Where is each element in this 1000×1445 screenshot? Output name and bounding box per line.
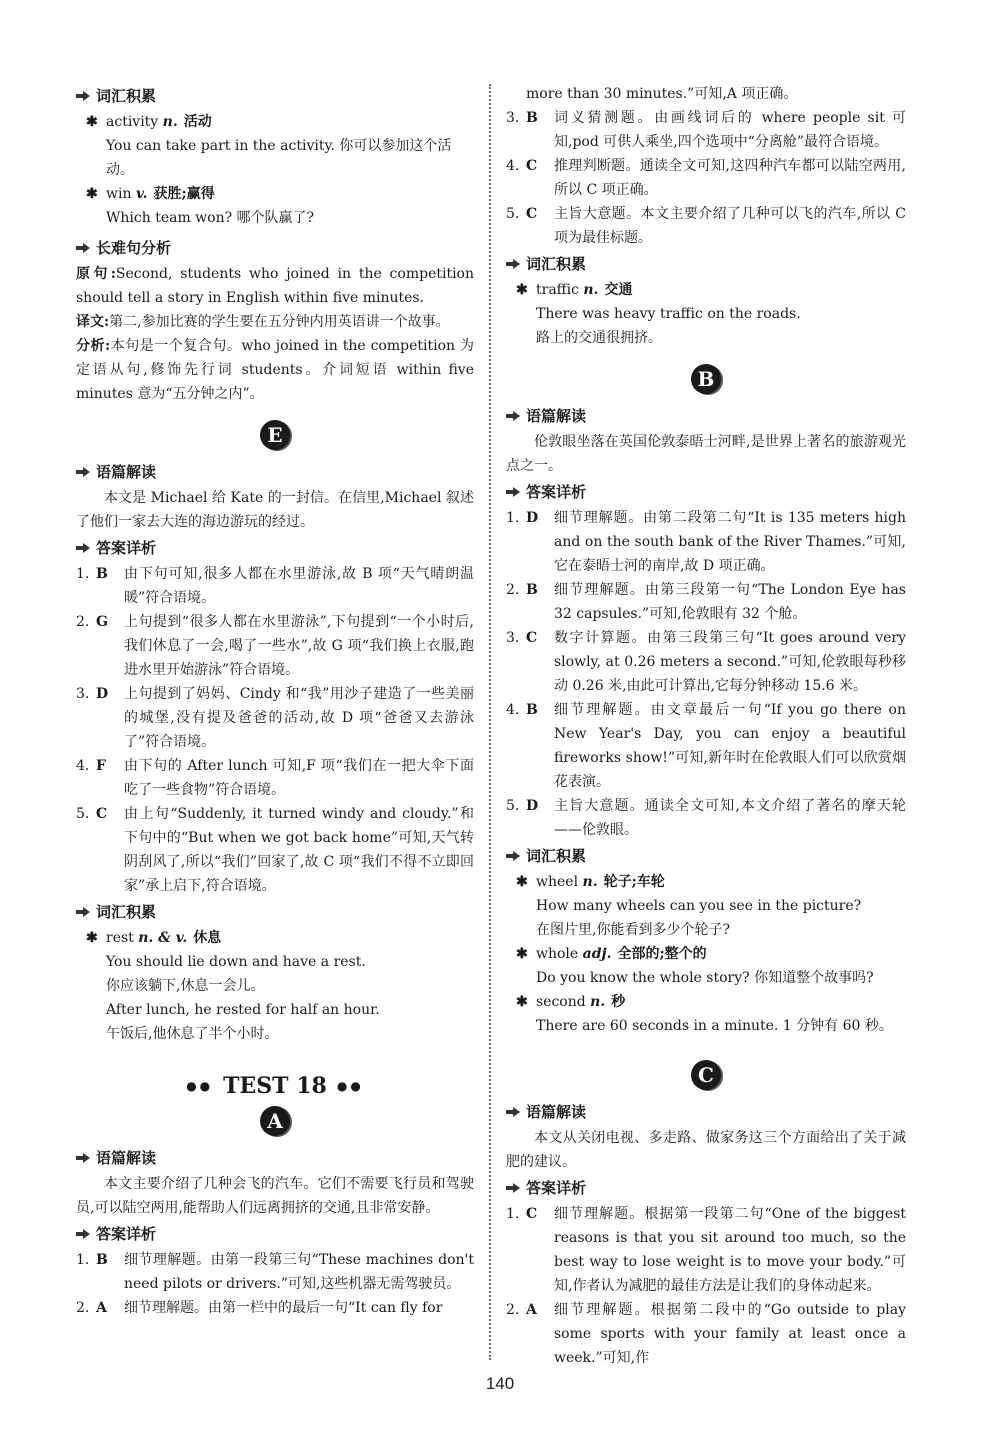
decor-dots: ●●: [336, 1079, 364, 1093]
passage-marker-a: A: [76, 1106, 474, 1136]
vocab-example: 在图片里,你能看到多少个轮子?: [536, 922, 730, 938]
vocab-example: There are 60 seconds in a minute. 1 分钟有 60 秒。: [536, 1018, 893, 1034]
arrow-icon: [76, 907, 90, 917]
section-heading: 词汇积累: [506, 844, 906, 868]
section-heading: 长难句分析: [76, 236, 474, 260]
arrow-icon: [76, 1153, 90, 1163]
arrow-icon: [506, 259, 520, 269]
arrow-icon: [506, 851, 520, 861]
answer-item: 3. D 上句提到了妈妈、Cindy 和“我”用沙子建造了一些美丽的城堡,没有提及爸爸的活动,故 D 项“爸爸又去游泳了”符合语境。: [76, 686, 474, 750]
arrow-icon: [506, 1183, 520, 1193]
section-heading: 语篇解读: [76, 460, 474, 484]
vocab-list: [76, 926, 474, 1046]
continued-text: more than 30 minutes.”可知,A 项正确。: [526, 86, 798, 102]
vocab-example: 午饭后,他休息了半个小时。: [106, 1026, 279, 1042]
vocab-list: [76, 110, 474, 230]
vocab-list: [506, 278, 906, 350]
answer-item: 2. A 细节理解题。由第一栏中的最后一句“It can fly for: [76, 1300, 443, 1316]
section-heading: 答案详析: [76, 1222, 474, 1246]
column-divider: [489, 84, 491, 1360]
left-column: [76, 82, 474, 1320]
asterisk-icon: ✱: [86, 930, 98, 946]
asterisk-icon: ✱: [516, 946, 528, 962]
answer-item: 1. D 细节理解题。由第二段第二句“It is 135 meters high and on the south bank of the River Thames.”可知,它在泰晤士河的南岸,故 D 项正确。: [506, 510, 906, 574]
section-heading: 语篇解读: [506, 404, 906, 428]
section-heading: 语篇解读: [506, 1100, 906, 1124]
vocab-entry: ✱ activity n. 活动: [86, 110, 474, 134]
answer-item: 5. C 主旨大意题。本文主要介绍了几种可以飞的汽车,所以 C 项为最佳标题。: [506, 206, 906, 246]
answer-item: 1. C 细节理解题。根据第一段第二句“One of the biggest reasons is that you sit around too much, so the best way to lose weight is to move your body.”可知,作者认为减肥的最佳方法是让我们的身体动起来。: [506, 1206, 906, 1294]
arrow-icon: [506, 1107, 520, 1117]
vocab-entry: ✱ wheel n. 轮子;车轮: [516, 870, 906, 894]
answer-item: 1. B 细节理解题。由第一段第三句“These machines don't need pilots or drivers.”可知,这些机器无需驾驶员。: [76, 1252, 474, 1292]
reading-summary: 伦敦眼坐落在英国伦敦泰晤士河畔,是世界上著名的旅游观光点之一。: [506, 434, 906, 474]
answer-item: 3. C 数字计算题。由第三段第三句“It goes around very slowly, at 0.26 meters a second.”可知,伦敦眼每秒移动 0.26 米,由此可计算出,它每分钟移动 15.6 米。: [506, 630, 906, 694]
decor-dots: ●●: [186, 1079, 214, 1093]
arrow-icon: [76, 91, 90, 101]
section-heading: 词汇积累: [76, 84, 474, 108]
vocab-list: [506, 870, 906, 1038]
arrow-icon: [76, 243, 90, 253]
vocab-entry: ✱ second n. 秒: [516, 990, 906, 1014]
arrow-icon: [76, 543, 90, 553]
answer-item: 5. D 主旨大意题。通读全文可知,本文介绍了著名的摩天轮——伦敦眼。: [506, 798, 906, 838]
arrow-icon: [506, 411, 520, 421]
answer-item: 5. C 由上句“Suddenly, it turned windy and cloudy.”和下句中的“But when we got back home”可知,天气转阴刮风了,所以“我们”回家了,故 C 项“我们不得不立即回家”承上启下,符合语境。: [76, 806, 474, 894]
vocab-example: 路上的交通很拥挤。: [536, 330, 662, 346]
reading-summary: 本文从关闭电视、多走路、做家务这三个方面给出了关于减肥的建议。: [506, 1130, 906, 1170]
answer-item: 2. G 上句提到“很多人都在水里游泳”,下句提到“一个小时后,我们休息了一会,喝了一些水”,故 G 项“我们换上衣服,跑进水里开始游泳”符合语境。: [76, 614, 474, 678]
vocab-example: You can take part in the activity. 你可以参加这个活动。: [106, 138, 452, 178]
vocab-example: There was heavy traffic on the roads.: [536, 306, 801, 322]
vocab-example: Do you know the whole story? 你知道整个故事吗?: [536, 970, 874, 986]
answer-item: 4. F 由下句的 After lunch 可知,F 项“我们在一把大伞下面吃了一些食物”符合语境。: [76, 758, 474, 798]
passage-marker-c: C: [506, 1060, 906, 1090]
original-sentence: 原句:Second, students who joined in the competition should tell a story in English within five minutes.: [76, 266, 475, 306]
asterisk-icon: ✱: [516, 874, 528, 890]
reading-summary: 本文主要介绍了几种会飞的汽车。它们不需要飞行员和驾驶员,可以陆空两用,能帮助人们远离拥挤的交通,且非常安静。: [76, 1176, 474, 1216]
answer-item: 2. A 细节理解题。根据第二段中的“Go outside to play some sports with your family at least once a week.”可知,作: [506, 1302, 906, 1366]
asterisk-icon: ✱: [516, 282, 528, 298]
section-heading: 答案详析: [506, 1176, 906, 1200]
arrow-icon: [76, 467, 90, 477]
asterisk-icon: ✱: [86, 186, 98, 202]
answer-item: 3. B 词义猜测题。由画线词后的 where people sit 可知,pod 可供人乘坐,四个选项中“分离舱”最符合语境。: [506, 110, 906, 150]
answer-item: 2. B 细节理解题。由第三段第一句“The London Eye has 32 capsules.”可知,伦敦眼有 32 个舱。: [506, 582, 906, 622]
asterisk-icon: ✱: [86, 114, 98, 130]
vocab-entry: ✱ rest n. & v. 休息: [86, 926, 474, 950]
vocab-example: After lunch, he rested for half an hour.: [106, 1002, 380, 1018]
right-column: [506, 82, 906, 1370]
passage-marker-b: B: [506, 364, 906, 394]
analysis: 分析:本句是一个复合句。who joined in the competition 为定语从句,修饰先行词 students。介词短语 within five minutes 意为“五分钟之内”。: [76, 338, 474, 402]
vocab-entry: ✱ win v. 获胜;赢得: [86, 182, 474, 206]
section-heading: 答案详析: [506, 480, 906, 504]
section-heading: 词汇积累: [76, 900, 474, 924]
reading-summary: 本文是 Michael 给 Kate 的一封信。在信里,Michael 叙述了他们一家去大连的海边游玩的经过。: [76, 490, 474, 530]
section-heading: 答案详析: [76, 536, 474, 560]
test-title: ●● TEST 18 ●●: [186, 1073, 364, 1099]
vocab-example: You should lie down and have a rest.: [106, 954, 366, 970]
vocab-entry: ✱ whole adj. 全部的;整个的: [516, 942, 906, 966]
section-heading: 语篇解读: [76, 1146, 474, 1170]
vocab-entry: ✱ traffic n. 交通: [516, 278, 906, 302]
answer-item: 4. C 推理判断题。通读全文可知,这四种汽车都可以陆空两用,所以 C 项正确。: [506, 158, 906, 198]
passage-marker-e: E: [76, 420, 474, 450]
vocab-example: 你应该躺下,休息一会儿。: [106, 978, 265, 994]
answer-item: 4. B 细节理解题。由文章最后一句“If you go there on New Year's Day, you can enjoy a beautiful fireworks show!”可知,新年时在伦敦眼人们可以欣赏烟花表演。: [506, 702, 906, 790]
arrow-icon: [76, 1229, 90, 1239]
asterisk-icon: ✱: [516, 994, 528, 1010]
arrow-icon: [506, 487, 520, 497]
section-heading: 词汇积累: [506, 252, 906, 276]
page-number: 140: [485, 1374, 515, 1393]
vocab-example: How many wheels can you see in the picture?: [536, 898, 862, 914]
answer-item: 1. B 由下句可知,很多人都在水里游泳,故 B 项“天气晴朗温暖”符合语境。: [76, 566, 474, 606]
translation: 译文:第二,参加比赛的学生要在五分钟内用英语讲一个故事。: [76, 314, 450, 330]
vocab-example: Which team won? 哪个队赢了?: [106, 210, 315, 226]
